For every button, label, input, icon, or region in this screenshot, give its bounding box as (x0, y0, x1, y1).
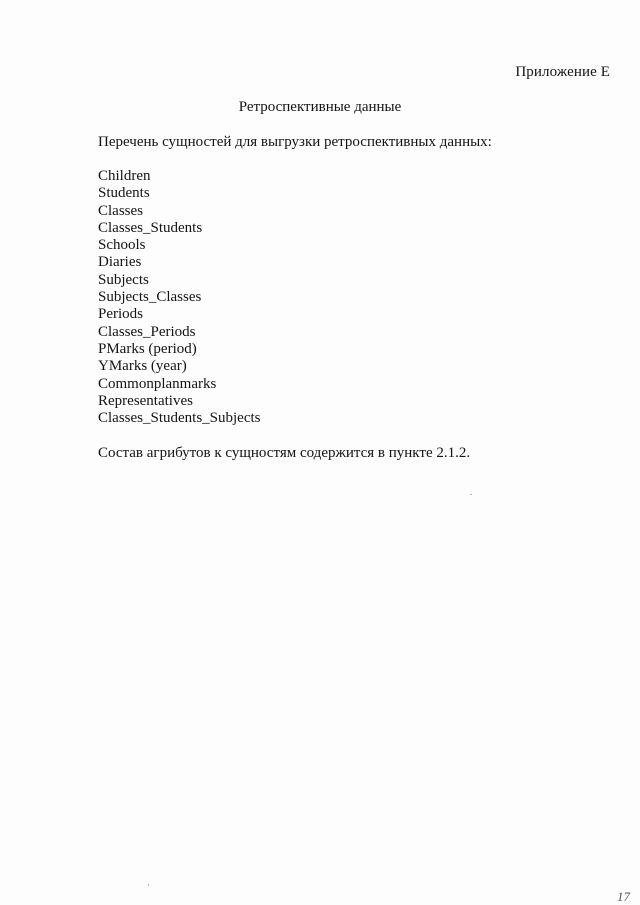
entity-list (98, 168, 261, 427)
list-item: Periods (98, 306, 143, 323)
document-title: Ретроспективные данные (238, 99, 402, 115)
list-item: Commonplanmarks (98, 375, 217, 392)
list-item: Subjects_Classes (98, 289, 202, 306)
list-item: Diaries (98, 254, 142, 271)
page-number-mark: 17 (617, 889, 630, 904)
list-item: Classes_Students_Subjects (98, 410, 261, 427)
list-item: Schools (98, 237, 146, 254)
list-item: Classes (98, 202, 143, 219)
list-item: Representatives (98, 392, 193, 409)
appendix-label: Приложение Е (515, 64, 610, 80)
list-item: Children (98, 168, 151, 184)
list-item: Classes_Students (98, 219, 203, 236)
list-item: Subjects (98, 271, 149, 288)
scan-speck (470, 494, 472, 495)
intro-paragraph: Перечень сущностей для выгрузки ретроспективных данных: (98, 134, 492, 150)
list-item: Classes_Periods (98, 323, 196, 340)
scan-speck (148, 884, 149, 886)
footer-paragraph: Состав агрибутов к сущностям содержится в пункте 2.1.2. (98, 445, 471, 461)
list-item: PMarks (period) (98, 340, 197, 357)
list-item: Students (98, 185, 150, 202)
list-item: YMarks (year) (98, 358, 187, 375)
